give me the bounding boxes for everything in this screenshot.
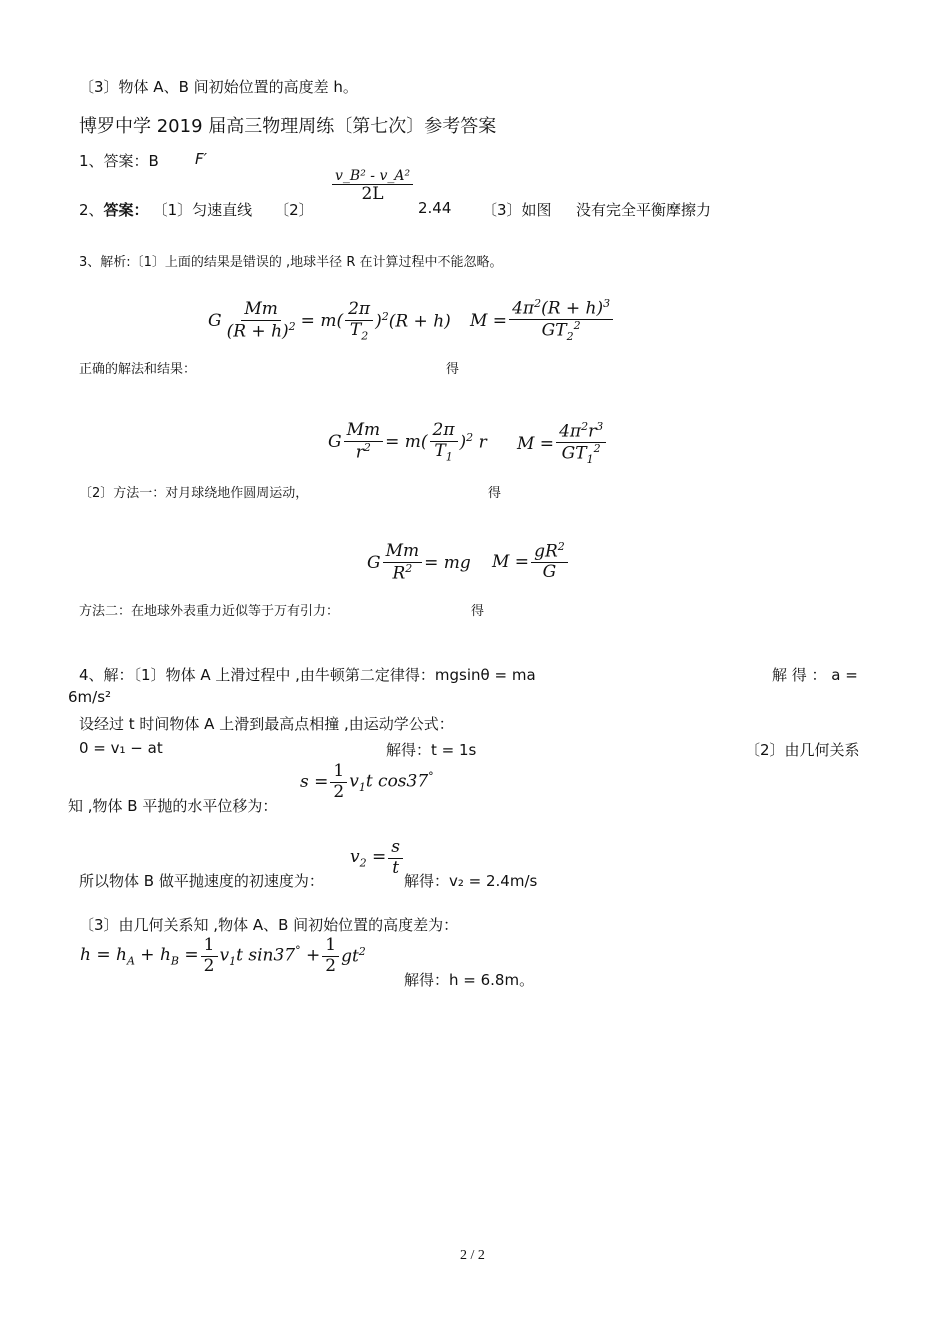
fraction-denominator: 2L bbox=[361, 184, 384, 205]
answer-3-result-2: 得 bbox=[488, 486, 502, 501]
question-3-line: 〔3〕物体 A、B 间初始位置的高度差 h。 bbox=[79, 78, 358, 96]
answer-2-fraction bbox=[330, 168, 415, 205]
answer-3-analysis: 3、解析:〔1〕上面的结果是错误的 ,地球半径 R 在计算过程中不能忽略。 bbox=[79, 255, 503, 270]
equation-2-left: G $\frac{Mm}{r^2}$ = m( $\frac{2\pi}{T_1}$ )$^2$ r bbox=[328, 420, 487, 463]
answer-4-displacement: 知 ,物体 B 平抛的水平位移为： bbox=[68, 797, 278, 815]
answer-2-part3: 〔3〕如图 bbox=[482, 201, 552, 219]
answer-2-value: 2.44 bbox=[418, 199, 452, 217]
answer-3-result-1: 得 bbox=[446, 362, 460, 377]
answer-4-velocity-result: 解得：v₂ = 2.4m/s bbox=[404, 872, 538, 890]
answer-4-part-3: 〔3〕由几何关系知 ,物体 A、B 间初始位置的高度差为： bbox=[79, 916, 459, 934]
answer-4-line-3: 设经过 t 时间物体 A 上滑到最高点相撞 ,由运动学公式： bbox=[79, 715, 454, 733]
equation-3-left: G $\frac{Mm}{R^2}$ = mg bbox=[367, 541, 471, 584]
answer-2-part2: 〔2〕 bbox=[274, 201, 314, 219]
equation-4: s = $\frac{1}{2}$ $v_1t$ cos37° bbox=[300, 761, 434, 802]
answer-4-acceleration: 6m/s² bbox=[68, 688, 112, 706]
equation-5: $v_2$ = $\frac{s}{t}$ bbox=[350, 838, 405, 878]
fraction-numerator: v_B² - v_A² bbox=[332, 168, 413, 185]
equation-1-left: G $\frac{Mm}{(R + h)^2}$ = m( $\frac{2\pi}{T_2}$ )$^2$(R + h) bbox=[208, 299, 451, 342]
equation-6: $h = h_A + h_B$ = $\frac{1}{2}$ $v_1t$ sin37° + $\frac{1}{2}$ $gt^2$ bbox=[80, 935, 366, 976]
answer-1: 1、答案：B bbox=[79, 152, 159, 170]
answer-2-reason: 没有完全平衡摩擦力 bbox=[576, 201, 712, 219]
answer-4-kinematics: 0 = v₁ − at bbox=[79, 739, 163, 757]
answer-2-number: 2、 bbox=[79, 201, 104, 219]
answer-3-method-1: 〔2〕方法一：对月球绕地作圆周运动， bbox=[79, 486, 309, 501]
answer-4-time-result: 解得：t = 1s bbox=[386, 741, 477, 759]
answer-4-line-1: 4、解：〔1〕物体 A 上滑过程中 ,由牛顿第二定律得：mgsinθ = ma bbox=[79, 666, 536, 684]
answer-1-force: F′ bbox=[195, 150, 208, 168]
answer-4-line-1-result: 解 得 ： a = bbox=[772, 666, 858, 684]
answer-3-correct-label: 正确的解法和结果： bbox=[79, 362, 197, 377]
answer-4-initial-velocity: 所以物体 B 做平抛速度的初速度为： bbox=[79, 872, 324, 890]
equation-2-right: M = $\frac{4\pi^2r^3}{GT_1^2}$ bbox=[517, 421, 608, 467]
answer-2-part1: 〔1〕匀速直线 bbox=[152, 201, 253, 219]
answer-3-method-2: 方法二：在地球外表重力近似等于万有引力： bbox=[79, 604, 340, 619]
page-number: 2 / 2 bbox=[460, 1248, 485, 1263]
equation-3-right: M = $\frac{gR^2}{G}$ bbox=[492, 541, 570, 583]
answer-3-result-3: 得 bbox=[471, 604, 485, 619]
answer-4-height-result: 解得：h = 6.8m。 bbox=[404, 971, 535, 989]
equation-1-right: M = $\frac{4\pi^2(R + h)^3}{GT_2^2}$ bbox=[470, 298, 615, 344]
answer-4-part-2: 〔2〕由几何关系 bbox=[745, 741, 860, 759]
page-title: 博罗中学 2019 届高三物理周练〔第七次〕参考答案 bbox=[79, 116, 497, 137]
answer-2 bbox=[79, 199, 314, 220]
answer-2-label: 答案： bbox=[103, 201, 149, 219]
